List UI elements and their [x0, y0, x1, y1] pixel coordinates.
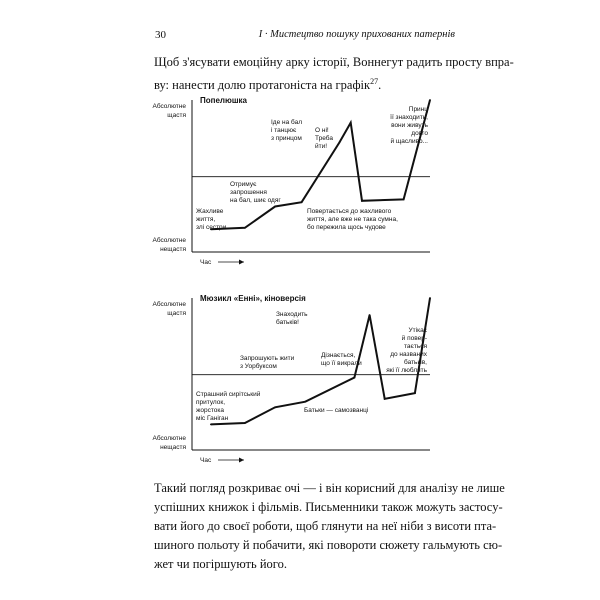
cinderella-chart — [140, 92, 440, 272]
data-point — [210, 423, 212, 425]
annotation-label: Отримує — [230, 181, 257, 188]
annotation-label: на бал, шиє одяг — [230, 197, 281, 204]
annotation-label: Запрошують жити — [240, 355, 295, 362]
annotation-label: йти! — [315, 143, 328, 150]
annotation-label: міс Ганіган — [196, 415, 229, 422]
annotation-label: й щасливо... — [390, 138, 428, 145]
y-label-happy: щастя — [167, 310, 186, 317]
annotation-label: Страшний сирітський — [196, 391, 261, 398]
annotation-label: й повер- — [401, 335, 427, 342]
annotation-label: бо пережила щось чудове — [307, 224, 386, 231]
data-point — [350, 122, 352, 124]
data-point — [414, 392, 416, 394]
annotation-label: батьків! — [276, 319, 299, 326]
annotation-label: довго — [411, 130, 428, 137]
x-label: Час — [200, 457, 212, 464]
annotation-label: батьків, — [404, 359, 427, 366]
chart-title: Попелюшка — [200, 96, 247, 105]
data-point — [361, 200, 363, 202]
y-label-happy: Абсолютне — [152, 301, 186, 308]
chart-svg — [140, 290, 440, 470]
outro-paragraph — [154, 479, 505, 574]
y-label-happy: щастя — [167, 112, 186, 119]
intro-paragraph — [154, 53, 514, 95]
data-point — [429, 99, 431, 101]
annotation-label: до названих — [390, 351, 427, 358]
data-point — [429, 297, 431, 299]
annotation-label: і танцює — [271, 127, 297, 134]
page-number: 30 — [155, 29, 166, 41]
paragraph-text: ву: нанести долю протагоніста на графік — [154, 78, 371, 93]
footnote-ref: 27 — [370, 77, 379, 86]
data-point — [244, 227, 246, 229]
annotation-label: Принц — [408, 106, 428, 113]
annotation-label: притулок, — [196, 399, 226, 406]
data-point — [274, 406, 276, 408]
chart-svg — [140, 92, 440, 272]
paragraph-line: вати його до своєї роботи, щоб глянути на неї ніби з висоти пта- — [154, 519, 497, 533]
annotation-label: Повертається до жахливого — [307, 208, 392, 215]
y-label-happy: Абсолютне — [152, 103, 186, 110]
paragraph-line: жет чи погіршують його. — [154, 557, 287, 571]
annotation-label: Дізнається, — [321, 352, 356, 359]
paragraph-line: шиного польоту й побачити, які повороти сюжету гальмують сю- — [154, 538, 503, 552]
annotation-label: тається — [404, 343, 427, 350]
data-point — [354, 377, 356, 379]
data-point — [244, 422, 246, 424]
y-label-unhappy: Абсолютне — [152, 237, 186, 244]
data-point — [384, 398, 386, 400]
annotation-label: її знаходить, — [390, 114, 428, 121]
annotation-label: злі сестри — [196, 224, 227, 231]
paragraph-text: . — [378, 78, 382, 93]
annotation-label: з принцом — [271, 135, 302, 142]
annotation-label: життя, але вже не така сумна, — [307, 216, 398, 223]
paragraph-line: успішних книжок і фільмів. Письменники також можуть застосу- — [154, 500, 503, 514]
running-title: I · Мистецтво пошуку прихованих патернів — [258, 29, 455, 40]
annotation-label: вони живуть — [391, 122, 428, 129]
time-arrow-head — [239, 260, 244, 265]
annotation-label: Іде на бал — [271, 119, 303, 126]
annie-chart — [140, 290, 440, 470]
annotation-label: Утікає — [408, 327, 427, 334]
y-label-unhappy: нещастя — [160, 444, 186, 451]
data-point — [304, 401, 306, 403]
paragraph-line: Щоб з'ясувати емоційну арку історії, Воннегут радить просту впра- — [154, 55, 514, 69]
annotation-label: що її викрали — [321, 360, 362, 367]
annotation-label: О ні! — [315, 127, 329, 134]
annotation-label: запрошення — [230, 189, 267, 196]
data-point — [338, 142, 340, 144]
data-point — [301, 201, 303, 203]
annotation-label: Знаходить — [276, 311, 308, 318]
annotation-label: які її люблять — [386, 367, 427, 374]
y-label-unhappy: Абсолютне — [152, 435, 186, 442]
chart-title: Мюзикл «Енні», кіноверсія — [200, 294, 306, 303]
annotation-label: Жахливе — [196, 208, 224, 215]
annotation-label: Батьки — самозванці — [304, 407, 369, 414]
page-header — [155, 29, 455, 43]
y-label-unhappy: нещастя — [160, 246, 186, 253]
x-label: Час — [200, 259, 212, 266]
data-point — [274, 206, 276, 208]
annotation-label: жорстока — [196, 407, 224, 414]
annotation-label: з Уорбуксом — [240, 363, 277, 370]
annotation-label: Треба — [315, 135, 333, 142]
time-arrow-head — [239, 458, 244, 463]
annotation-label: життя, — [196, 216, 216, 223]
data-point — [403, 199, 405, 201]
paragraph-line: Такий погляд розкриває очі — і він корисний для аналізу не лише — [154, 481, 505, 495]
data-point — [369, 314, 371, 316]
